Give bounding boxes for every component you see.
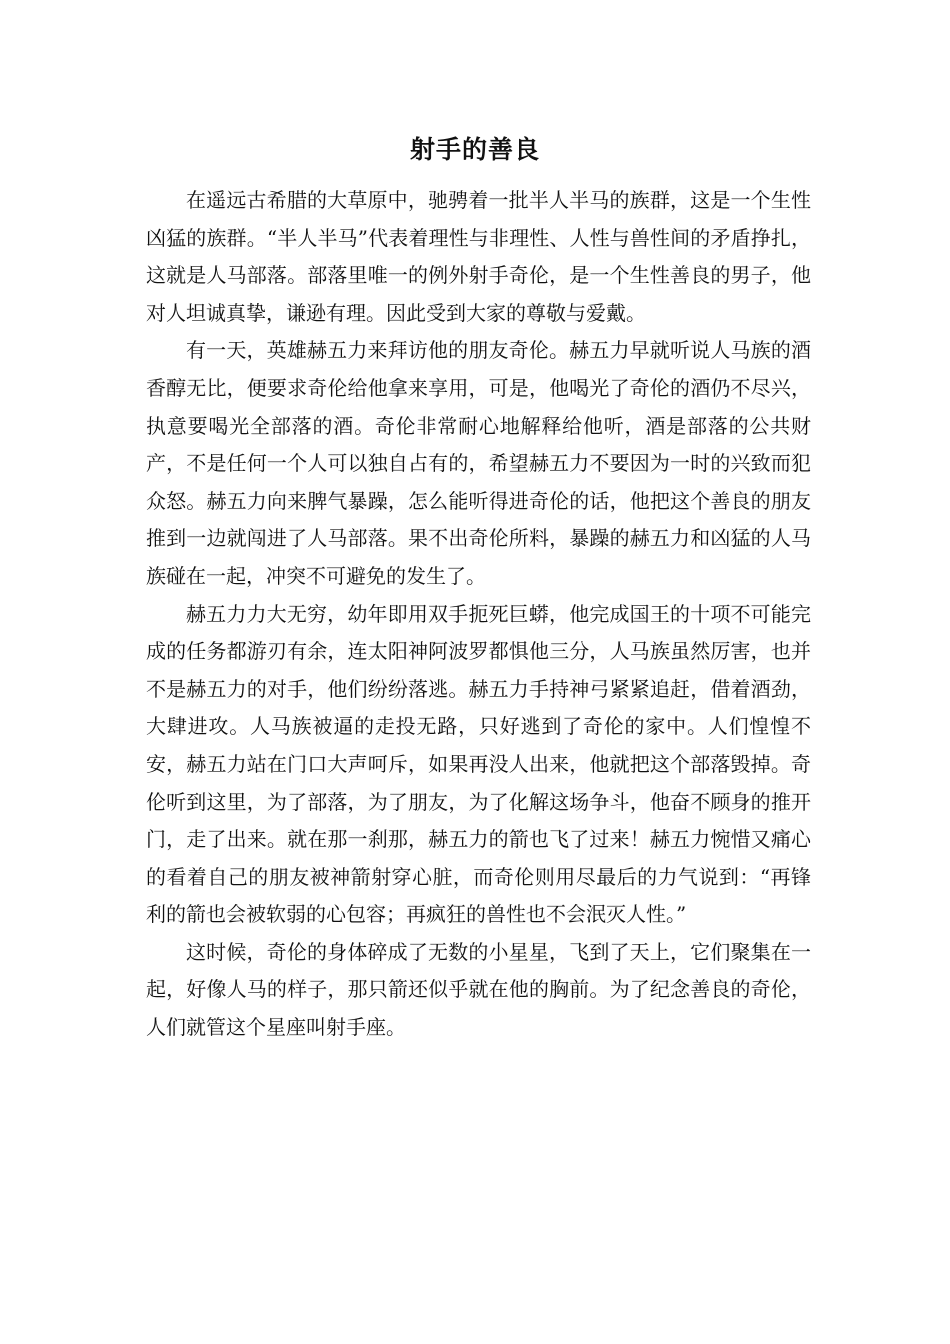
paragraph-3: 赫五力力大无穷，幼年即用双手扼死巨蟒，他完成国王的十项不可能完成的任务都游刃有余，连太阳神阿波罗都惧他三分，人马族虽然厉害，也并不是赫五力的对手，他们纷纷落逃。赫五力手持神弓紧紧追赶，借着酒劲，大肆进攻。人马族被逼的走投无路，只好逃到了奇伦的家中。人们惶惶不安，赫五力站在门口大声呵斥，如果再没人出来，他就把这个部落毁掉。奇伦听到这里，为了部落，为了朋友，为了化解这场争斗，他奋不顾身的推开门，走了出来。就在那一刹那，赫五力的箭也飞了过来！赫五力惋惜又痛心的看着自己的朋友被神箭射穿心脏，而奇伦则用尽最后的力气说到：“再锋利的箭也会被软弱的心包容；再疯狂的兽性也不会泯灭人性。” <box>146 601 811 927</box>
paragraph-4: 这时候，奇伦的身体碎成了无数的小星星，飞到了天上，它们聚集在一起，好像人马的样子，那只箭还似乎就在他的胸前。为了纪念善良的奇伦，人们就管这个星座叫射手座。 <box>146 939 811 1040</box>
document-title: 射手的善良 <box>409 135 540 164</box>
document-body <box>146 182 811 1047</box>
paragraph-2: 有一天，英雄赫五力来拜访他的朋友奇伦。赫五力早就听说人马族的酒香醇无比，便要求奇伦给他拿来享用，可是，他喝光了奇伦的酒仍不尽兴，执意要喝光全部落的酒。奇伦非常耐心地解释给他听，酒是部落的公共财产，不是任何一个人可以独自占有的，希望赫五力不要因为一时的兴致而犯众怒。赫五力向来脾气暴躁，怎么能听得进奇伦的话，他把这个善良的朋友推到一边就闯进了人马部落。果不出奇伦所料，暴躁的赫五力和凶猛的人马族碰在一起，冲突不可避免的发生了。 <box>146 338 811 588</box>
paragraph-1: 在遥远古希腊的大草原中，驰骋着一批半人半马的族群，这是一个生性凶猛的族群。“半人半马”代表着理性与非理性、人性与兽性间的矛盾挣扎，这就是人马部落。部落里唯一的例外射手奇伦，是一个生性善良的男子，他对人坦诚真挚，谦逊有理。因此受到大家的尊敬与爱戴。 <box>146 188 811 325</box>
